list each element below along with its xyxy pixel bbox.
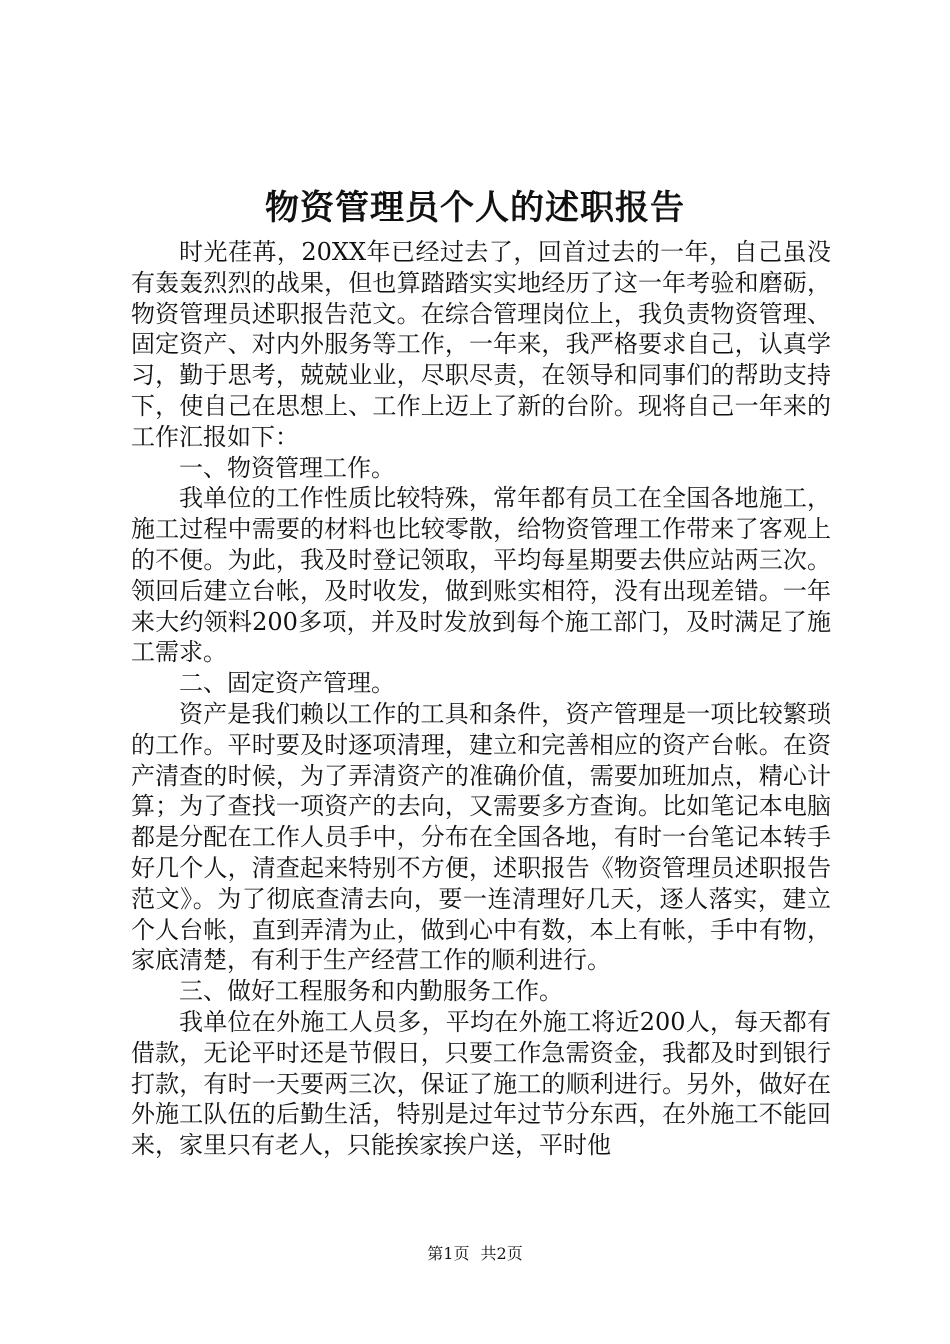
section-heading-3: 三、做好工程服务和内勤服务工作。 <box>179 977 563 1006</box>
section-heading-1: 一、物资管理工作。 <box>179 453 395 482</box>
document-body <box>131 237 831 1161</box>
document-title: 物资管理员个人的述职报告 <box>265 188 685 228</box>
page-number-total: 共2页 <box>480 1244 523 1263</box>
paragraph-intro: 时光荏苒，20XX年已经过去了，回首过去的一年，自己虽没有轰轰烈烈的战果，但也算踏踏实实地经历了这一年考验和磨砺，物资管理员述职报告范文。在综合管理岗位上，我负责物资管理、固定资产、对内外服务等工作，一年来，我严格要求自己，认真学习，勤于思考，兢兢业业，尽职尽责，在领导和同事们的帮助支持下，使自己在思想上、工作上迈上了新的台阶。现将自己一年来的工作汇报如下： <box>131 238 831 451</box>
page-number-current: 第1页 <box>427 1244 470 1263</box>
paragraph-section-2: 资产是我们赖以工作的工具和条件，资产管理是一项比较繁琐的工作。平时要及时逐项清理，建立和完善相应的资产台帐。在资产清查的时候，为了弄清资产的准确价值，需要加班加点，精心计算；为了查找一项资产的去向，又需要多方查询。比如笔记本电脑都是分配在工作人员手中，分布在全国各地，有时一台笔记本转手好几个人，清查起来特别不方便，述职报告《物资管理员述职报告范文》。为了彻底查清去向，要一连清理好几天，逐人落实，建立个人台帐，直到弄清为止，做到心中有数，本上有帐，手中有物，家底清楚，有利于生产经营工作的顺利进行。 <box>131 699 831 975</box>
paragraph-section-3: 我单位在外施工人员多，平均在外施工将近200人，每天都有借款，无论平时还是节假日，只要工作急需资金，我都及时到银行打款，有时一天要两三次，保证了施工的顺利进行。另外，做好在外施工队伍的后勤生活，特别是过年过节分东西，在外施工不能回来，家里只有老人，只能挨家挨户送，平时他 <box>131 1007 831 1160</box>
section-heading-2: 二、固定资产管理。 <box>179 669 395 698</box>
paragraph-section-1: 我单位的工作性质比较特殊，常年都有员工在全国各地施工，施工过程中需要的材料也比较零散，给物资管理工作带来了客观上的不便。为此，我及时登记领取，平均每星期要去供应站两三次。领回后建立台帐，及时收发，做到账实相符，没有出现差错。一年来大约领料200多项，并及时发放到每个施工部门，及时满足了施工需求。 <box>131 484 831 667</box>
page-footer <box>0 1244 950 1264</box>
